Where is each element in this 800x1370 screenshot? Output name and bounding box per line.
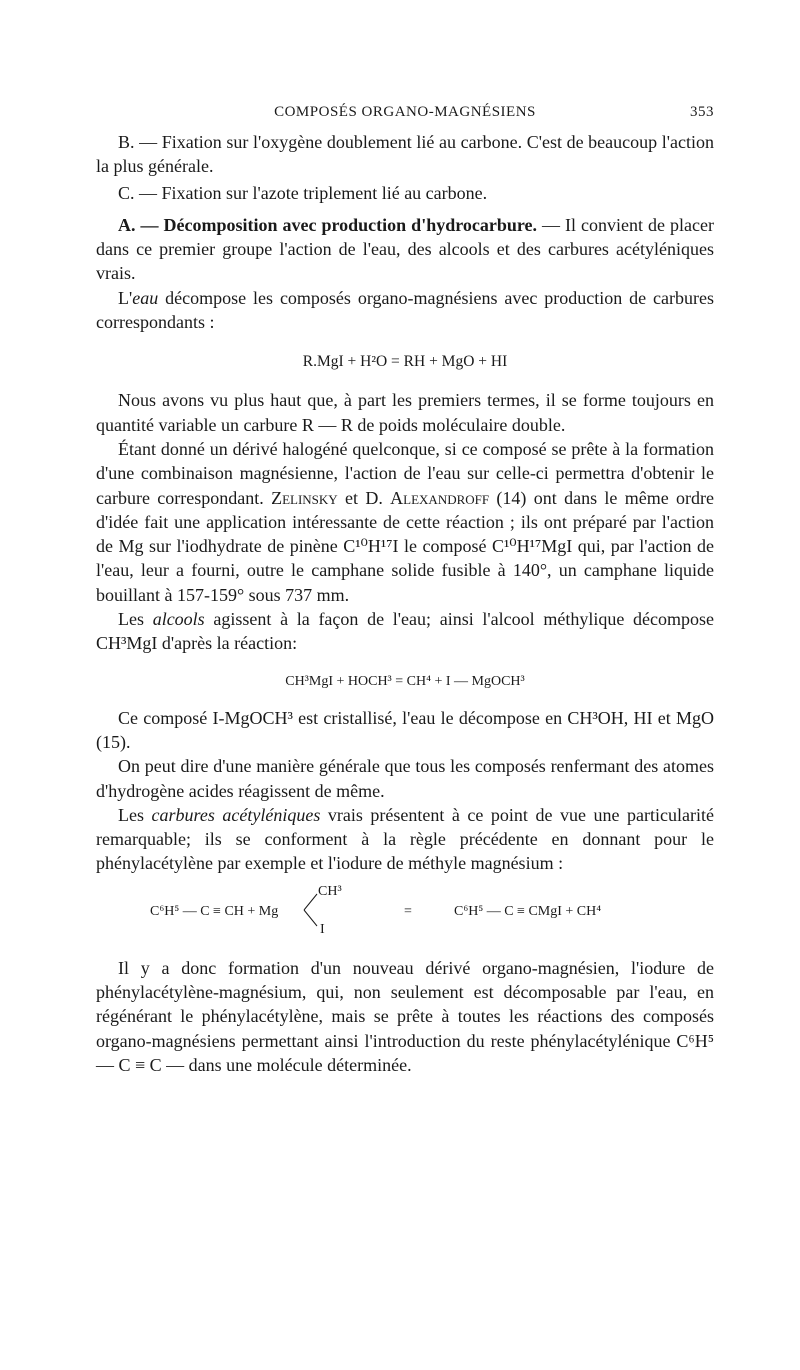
paragraph-b: B. — Fixation sur l'oxygène doublement lié au carbone. C'est de beaucoup l'action la plus générale. [96, 132, 714, 177]
paragraph-on-peut: On peut dire d'une manière générale que tous les composés renfermant des atomes d'hydrogène acides réagissent de même. [96, 756, 714, 801]
equation-1: R.MgI + H²O = RH + MgO + HI [302, 353, 508, 371]
equation-2: CH³MgI + HOCH³ = CH⁴ + I — MgOCH³ [285, 673, 525, 689]
etant-text-2: (14) ont dans le même ordre d'idée fait une application intéressante de cette réaction ; ils ont préparé par l'action de Mg sur l'iodhydrate de pinène C¹⁰H¹⁷I le composé C¹⁰H¹⁷MgI qui, par l'action de l'eau, leur a fourni, outre le camphane solide fusible à 140°, un camphane liquide bouillant à 157-159° sous 737 mm. [96, 487, 714, 605]
running-title: COMPOSÉS ORGANO-MAGNÉSIENS [274, 104, 536, 120]
equation-3 [96, 878, 714, 950]
eau-emphasis: eau [132, 287, 159, 308]
eq3-i: I [320, 921, 325, 937]
eau-prefix: L' [118, 287, 133, 308]
eq3-bracket-icon [302, 892, 318, 928]
running-header [96, 100, 714, 130]
eq3-equals: = [404, 903, 412, 919]
carbures-emphasis: carbures acétyléniques [151, 804, 321, 825]
paragraph-il-y-a: Il y a donc formation d'un nouveau dérivé organo-magnésien, l'iodure de phénylacétylène-magnésium, qui, non seulement est décomposable par l'eau, en régénérant le phénylacétylène, mais se prête à toutes les réactions des composés organo-magnésiens permettant ainsi l'introduction du reste phénylacétylénique C⁶H⁵ — C ≡ C — dans une molécule déterminée. [96, 957, 714, 1075]
section-heading-a: A. — Décomposition avec production d'hydrocarbure. [118, 214, 538, 235]
eq3-right: C⁶H⁵ — C ≡ CMgI + CH⁴ [454, 903, 602, 919]
eq3-left: C⁶H⁵ — C ≡ CH + Mg [150, 903, 279, 919]
author-zelinsky: Zelinsky [271, 487, 338, 508]
author-alexandroff: Alexandroff [390, 487, 490, 508]
paragraph-ce-compose: Ce composé I-MgOCH³ est cristallisé, l'eau le décompose en CH³OH, HI et MgO (15). [96, 707, 714, 752]
paragraph-eau [96, 286, 714, 335]
etant-text-1: Étant donné un dérivé halogéné quelconque, si ce composé se prête à la formation d'une combinaison magnésienne, l'action de l'eau sur celle-ci permettra d'obtenir le carbure correspondant. [96, 438, 714, 508]
paragraph-c: C. — Fixation sur l'azote triplement lié au carbone. [118, 182, 488, 203]
page-number: 353 [690, 104, 714, 120]
paragraph-a [96, 213, 714, 286]
alcools-emphasis: alcools [152, 609, 205, 630]
alcools-text-2: agissent à la façon de l'eau; ainsi l'alcool méthylique décompose CH³MgI d'après la réaction: [96, 609, 714, 654]
paragraph-carbures [96, 803, 714, 876]
carbures-text-2: vrais présentent à ce point de vue une particularité remarquable; ils se conforment à la règle précédente en donnant pour le phénylacétylène par exemple et l'iodure de méthyle magnésium : [96, 804, 714, 874]
paragraph-nous: Nous avons vu plus haut que, à part les premiers termes, il se forme toujours en quantité variable un carbure R — R de poids moléculaire double. [96, 390, 714, 435]
eau-text: décompose les composés organo-magnésiens avec production de carbures correspondants : [96, 287, 714, 333]
alcools-text-1: Les [118, 609, 153, 630]
paragraph-alcools [96, 607, 714, 656]
eq3-ch3: CH³ [318, 883, 342, 899]
carbures-text-1: Les [118, 804, 152, 825]
etant-et: et D. [337, 487, 391, 508]
paragraph-a-text: — Il convient de placer dans ce premier groupe l'action de l'eau, des alcools et des carbures acétyléniques vrais. [96, 214, 714, 284]
paragraph-etant [96, 437, 714, 607]
page [96, 100, 714, 1077]
